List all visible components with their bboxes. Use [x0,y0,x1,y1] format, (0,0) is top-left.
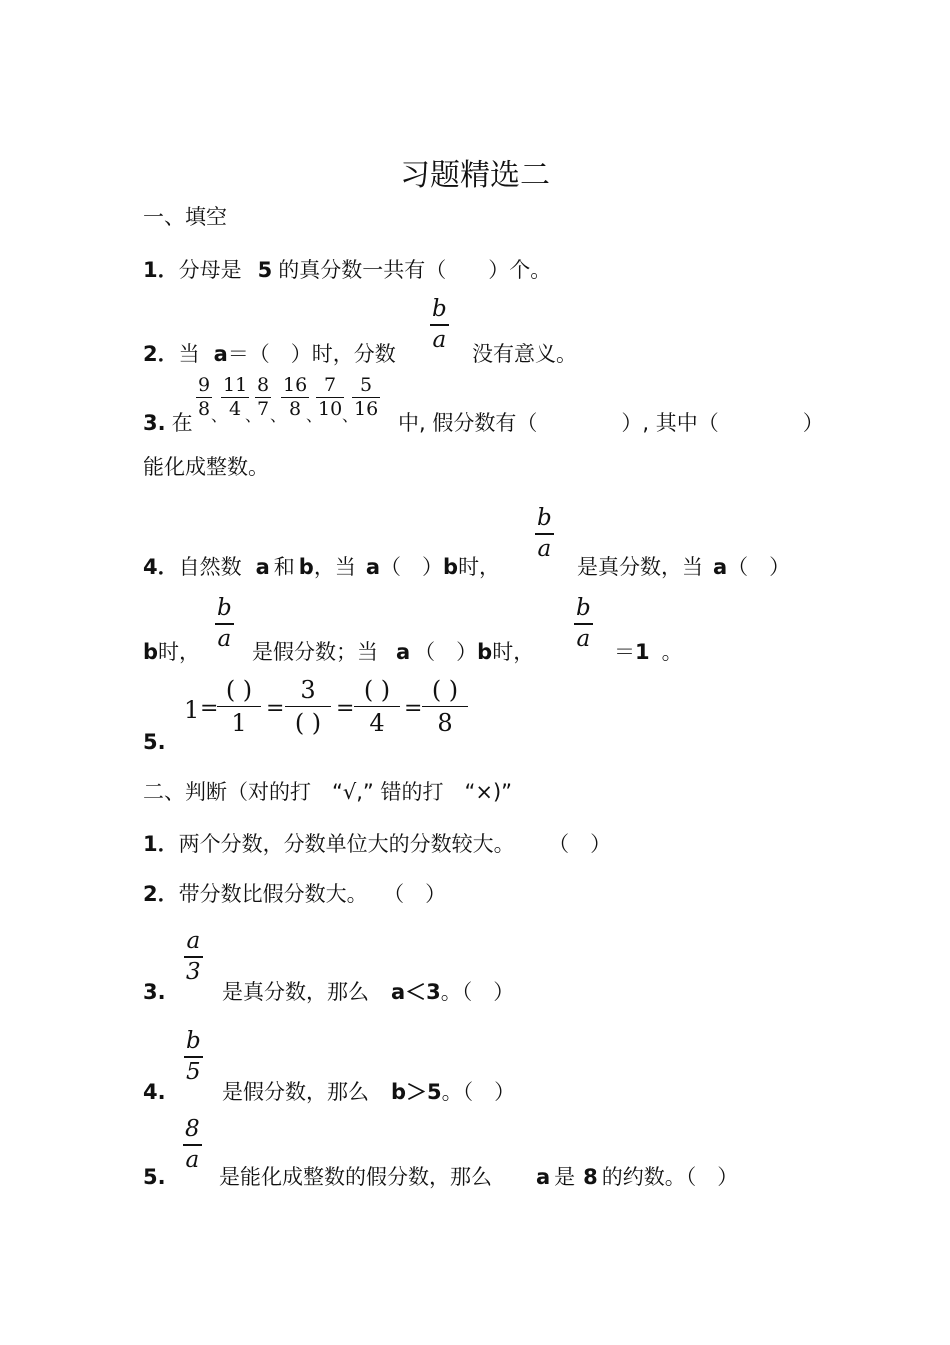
number-value: 1 [184,696,200,724]
question-text: 能化成整数。 [143,455,269,479]
question-text: 是真分数，那么 [222,980,369,1004]
fraction-b-over-a: b a [537,505,552,562]
variable-a: a [365,555,381,579]
variable-a: a [536,1165,551,1189]
separator: 、 [306,406,323,425]
fraction-11-4: 11 4 [223,374,248,420]
judge-2 [143,884,446,905]
question-text: 分母是 [178,258,242,282]
variable-a: a [713,555,728,579]
question-text: 的约数。（ ） [601,1165,739,1189]
judge-1 [143,834,611,855]
question-text: 是假分数；当 [252,640,378,664]
fraction-b-over-a [430,298,449,352]
question-text: 带分数比假分数大。 [178,882,368,906]
fraction-5-16: 5 16 [354,374,379,420]
question-text: 时， [158,640,201,664]
number-value: 5 [257,258,273,282]
page-title: 习题精选二 [400,158,550,193]
equals-sign: = [200,696,219,721]
question-number: 5. [143,730,166,754]
fraction-b-over-a: b a [576,595,591,652]
variable-b: b [298,555,314,579]
question-text: 中, 假分数有（ ）, 其中（ ） [398,411,824,435]
variable-a: a [255,555,270,579]
section-heading-true-false: 二、判断（对的打 “√,” 错的打 “×)” [143,780,513,804]
question-text: 是 [554,1165,576,1189]
separator: 、 [245,406,262,425]
answer-blank: （ ） [393,882,447,906]
equals-sign: ＝ [614,640,635,664]
inequality: a＜3 [391,980,441,1004]
fraction-16-8: 16 8 [283,374,308,420]
question-number: 4． [143,555,179,579]
question-number: 2． [143,342,179,366]
question-number: 5. [143,1165,166,1189]
number-value: 1 [635,640,650,664]
fraction-8-7: 8 7 [257,374,270,420]
blank: （ ） [380,555,444,579]
blank: （ ） [414,640,478,664]
answer-blank: 。（ ） [440,980,515,1004]
answer-blank: 。（ ） [441,1080,516,1104]
fraction-blank-over-4: ( ) 4 [354,678,400,735]
equals-sign: = [266,696,285,721]
equals-sign: = [336,696,355,721]
question-text: 在 [171,411,193,435]
fraction-8-over-a: 8 a [185,1116,200,1173]
question-4-continued [577,557,790,578]
answer-blank: （ ） [558,832,612,856]
section-heading-fill-blank: 一、填空 [143,205,227,229]
fraction-numerator: b [432,296,447,322]
question-number: 2． [143,882,179,906]
question-4-line-2 [143,642,200,663]
question-4-line-2b [252,642,534,663]
fraction-blank-over-1: ( ) 1 [217,678,261,735]
judge-5 [219,1167,738,1188]
question-text: ＝（ ）时，分数 [227,342,396,366]
question-text: 是真分数，当 [577,555,703,579]
judge-4 [222,1082,515,1103]
variable-a: a [213,342,228,366]
question-number: 1． [143,832,179,856]
fraction-3-over-blank: 3 ( ) [285,678,331,735]
equals-sign: = [404,696,423,721]
fraction-b-over-5: b 5 [186,1028,201,1085]
question-text: ，当 [313,555,356,579]
number-value: 8 [583,1165,598,1189]
blank: （ ） [727,555,791,579]
question-text: 是假分数，那么 [222,1080,369,1104]
question-1 [143,260,551,281]
question-text: 两个分数，分数单位大的分数较大。 [178,832,515,856]
question-text: 没有意义。 [472,342,577,366]
fraction-b-over-a: b a [217,595,232,652]
question-text: 时， [492,640,535,664]
fraction-a-over-3: a 3 [186,928,201,985]
question-text: 是能化成整数的假分数，那么 [219,1165,492,1189]
question-text: 的真分数一共有（ ）个。 [278,258,552,282]
question-text: 当 [178,342,200,366]
question-number: 1． [143,258,179,282]
question-text: 时， [458,555,501,579]
variable-b: b [477,640,493,664]
separator: 、 [211,406,228,425]
separator: 、 [342,406,359,425]
question-text: 和 [273,555,295,579]
question-text: 自然数 [178,555,242,579]
question-3 [143,413,193,434]
fraction-9-8: 9 8 [198,374,211,420]
variable-b: b [443,555,459,579]
variable-b: b [143,640,159,664]
period: 。 [661,640,683,664]
question-number: 3. [143,980,166,1004]
fraction-denominator: a [432,327,447,353]
question-number: 4. [143,1080,166,1104]
fraction-7-10: 7 10 [318,374,343,420]
question-2 [143,344,396,365]
fraction-blank-over-8: ( ) 8 [422,678,468,735]
question-4-equals-one [614,642,683,663]
question-4 [143,557,500,578]
separator: 、 [270,406,287,425]
inequality: b＞5 [391,1080,442,1104]
judge-3 [222,982,514,1003]
variable-a: a [396,640,411,664]
question-number: 3. [143,411,166,435]
